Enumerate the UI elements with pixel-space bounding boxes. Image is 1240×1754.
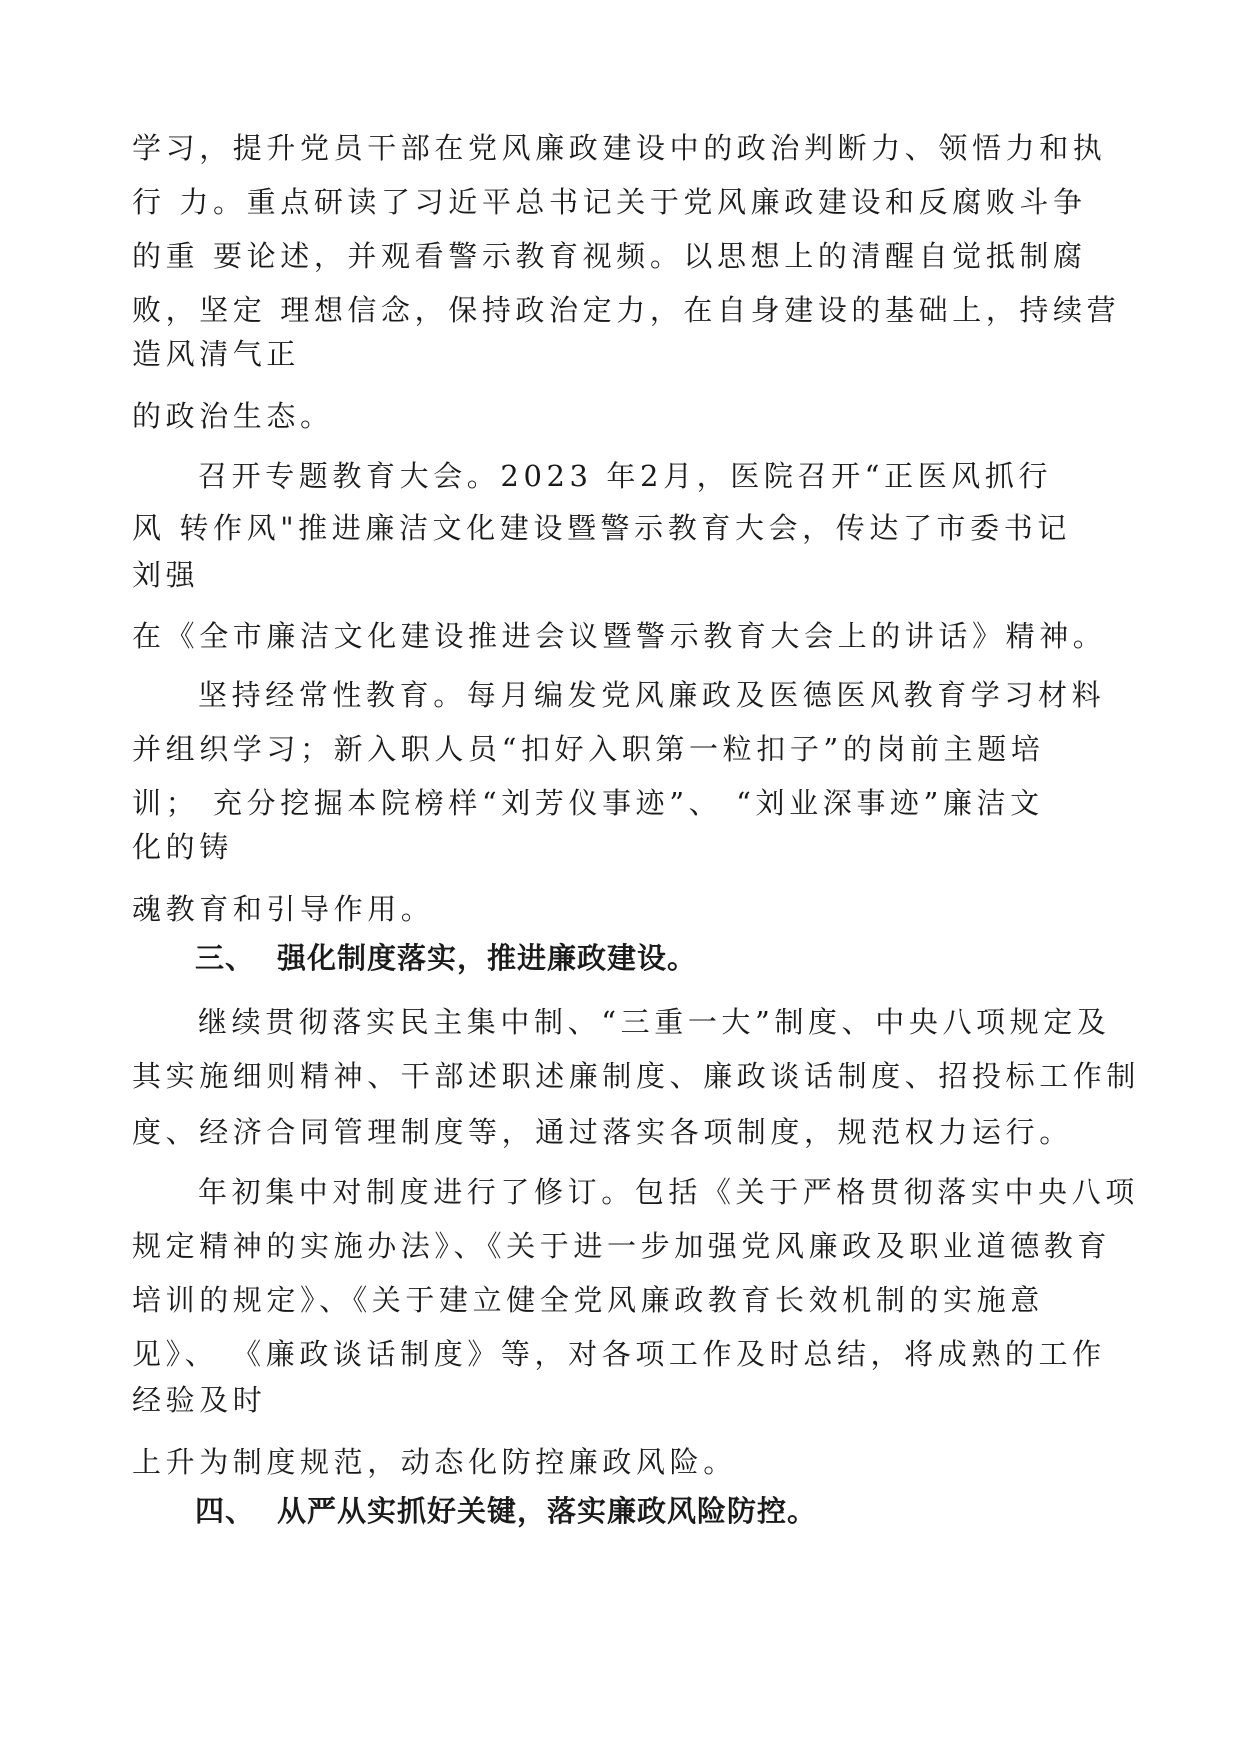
section-heading [195,1491,817,1531]
section-title: 强化制度落实，推进廉政建设。 [277,941,698,975]
paragraph-line: 上升为制度规范，动态化防控廉政风险。 [132,1445,737,1479]
paragraph-line: 度、经济合同管理制度等，通过落实各项制度，规范权力运行。 [132,1115,1073,1149]
paragraph-line: 见》、 《廉政谈话制度》等，对各项工作及时总结，将成熟的工作 [132,1337,1106,1371]
paragraph-line: 规定精神的实施办法》、《关于进一步加强党风廉政及职业道德教育 [132,1229,1112,1263]
paragraph-line: 年初集中对制度进行了修订。包括《关于严格贯彻落实中央八项 [198,1175,1139,1209]
paragraph-line: 继续贯彻落实民主集中制、“三重一大”制度、中央八项规定及 [198,1005,1111,1039]
paragraph-line: 坚持经常性教育。每月编发党风廉政及医德医风教育学习材料 [198,678,1106,712]
paragraph-line: 魂教育和引导作用。 [132,892,435,926]
paragraph-line: 刘强 [132,558,200,592]
paragraph-line: 经验及时 [132,1383,267,1417]
paragraph-line: 其实施细则精神、干部述职述廉制度、廉政谈话制度、招投标工作制 [132,1059,1141,1093]
paragraph-line: 的政治生态。 [132,399,334,433]
paragraph-line: 的重 要论述，并观看警示教育视频。以思想上的清醒自觉抵制腐 [132,239,1087,273]
paragraph-line: 召开专题教育大会。2023 年2月，医院召开“正医风抓行 [198,459,1053,493]
section-heading [195,938,697,978]
paragraph-line: 并组织学习；新入职人员“扣好入职第一粒扣子”的岗前主题培 [132,732,1045,766]
paragraph-line: 训； 充分挖掘本院榜样“刘芳仪事迹”、 “刘业深事迹”廉洁文 [132,786,1044,820]
paragraph-line: 败，坚定 理想信念，保持政治定力，在自身建设的基础上，持续营 [132,293,1121,327]
paragraph-line: 造风清气正 [132,337,301,371]
paragraph-line: 培训的规定》、《关于建立健全党风廉政教育长效机制的实施意 [132,1283,1044,1317]
paragraph-line: 学习，提升党员干部在党风廉政建设中的政治判断力、领悟力和执 [132,131,1107,165]
paragraph-line: 风 转作风"推进廉洁文化建设暨警示教育大会，传达了市委书记 [132,511,1071,545]
paragraph-line: 化的铸 [132,830,233,864]
paragraph-line: 在《全市廉洁文化建设推进会议暨警示教育大会上的讲话》精神。 [132,619,1107,653]
section-number: 三、 [195,941,256,975]
section-number: 四、 [195,1494,256,1528]
paragraph-line: 行 力。重点研读了习近平总书记关于党风廉政建设和反腐败斗争 [132,185,1087,219]
section-title: 从严从实抓好关键，落实廉政风险防控。 [277,1494,818,1528]
